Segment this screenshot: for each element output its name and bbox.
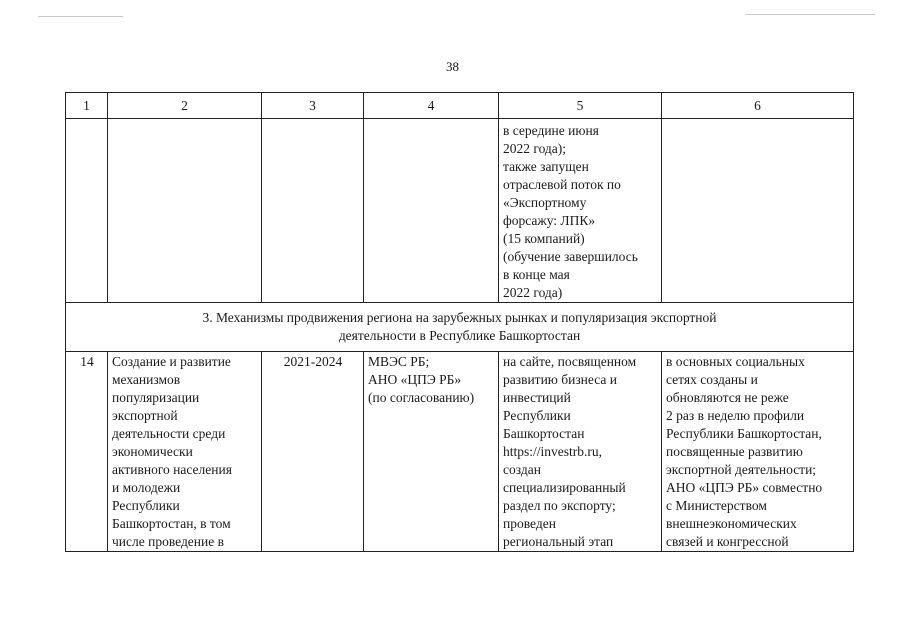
header-col-4: 4 (364, 93, 499, 119)
cell-notes (662, 119, 854, 303)
table-header-row (66, 93, 854, 119)
section-title: 3. Механизмы продвижения региона на зарубежных рынках и популяризация экспортной деятельности в Республике Башкортостан (66, 303, 854, 352)
page-number: 38 (446, 59, 459, 74)
cell-number: 14 (66, 352, 108, 552)
cell-results: в середине июня 2022 года); также запущен отраслевой поток по «Экспортному форсажу: ЛПК» (15 компаний) (обучение завершилось в конце мая 2022 года) (499, 119, 662, 303)
measures-table (65, 92, 854, 552)
header-col-6: 6 (662, 93, 854, 119)
cell-executors (364, 119, 499, 303)
header-col-5: 5 (499, 93, 662, 119)
cell-notes: в основных социальных сетях созданы и обновляются не реже 2 раз в неделю профили Республики Башкортостан, посвященные развитию экспортной деятельности; АНО «ЦПЭ РБ» совместно с Министерством внешнеэкономических связей и конгрессной (662, 352, 854, 552)
cell-period: 2021-2024 (262, 352, 364, 552)
section-header-row (66, 303, 854, 352)
scan-artifact-right (745, 14, 875, 15)
header-col-3: 3 (262, 93, 364, 119)
header-col-2: 2 (108, 93, 262, 119)
cell-period (262, 119, 364, 303)
table-row (66, 352, 854, 552)
cell-measure (108, 119, 262, 303)
header-col-1: 1 (66, 93, 108, 119)
scan-artifact-left (38, 16, 123, 17)
cell-executors: МВЭС РБ; АНО «ЦПЭ РБ» (по согласованию) (364, 352, 499, 552)
table-row-continuation (66, 119, 854, 303)
cell-measure: Создание и развитие механизмов популяризации экспортной деятельности среди экономически активного населения и молодежи Республики Башкортостан, в том числе проведение в (108, 352, 262, 552)
cell-results: на сайте, посвященном развитию бизнеса и инвестиций Республики Башкортостан https://investrb.ru, создан специализированный раздел по экспорту; проведен региональный этап (499, 352, 662, 552)
cell-number (66, 119, 108, 303)
